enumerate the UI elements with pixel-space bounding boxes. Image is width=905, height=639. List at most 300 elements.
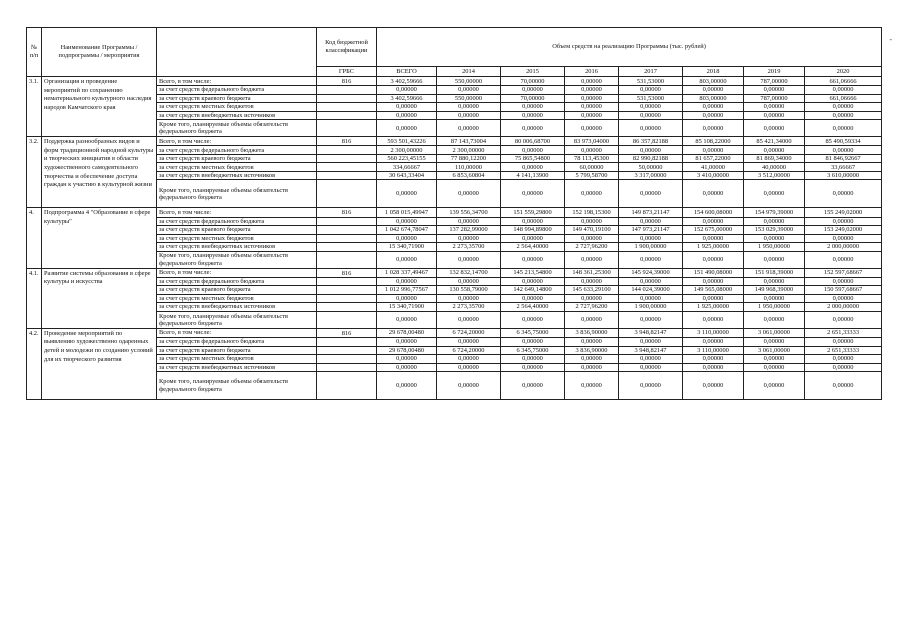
grbs-code bbox=[317, 346, 377, 355]
amount-year: 153 029,39000 bbox=[744, 226, 805, 235]
amount-year: 0,00000 bbox=[683, 111, 744, 120]
amount-total: 0,00000 bbox=[377, 103, 437, 112]
amount-year: 803,00000 bbox=[683, 94, 744, 103]
amount-year: 0,00000 bbox=[805, 146, 882, 155]
grbs-code bbox=[317, 103, 377, 112]
table-row bbox=[27, 328, 882, 337]
grbs-code: 816 bbox=[317, 268, 377, 277]
funding-source: за счет средств внебюджетных источников bbox=[157, 111, 317, 120]
amount-year: 1 900,00000 bbox=[619, 303, 683, 312]
funding-source: за счет средств внебюджетных источников bbox=[157, 303, 317, 312]
amount-year: 148 994,89800 bbox=[501, 226, 565, 235]
header-name: Наименование Программы / подпрограммы / мероприятия bbox=[42, 28, 157, 77]
amount-year: 145 213,54800 bbox=[501, 268, 565, 277]
amount-year: 81 657,22000 bbox=[683, 154, 744, 163]
amount-year: 0,00000 bbox=[744, 111, 805, 120]
grbs-code bbox=[317, 243, 377, 252]
amount-year: 154 979,39000 bbox=[744, 208, 805, 217]
amount-year: 0,00000 bbox=[683, 86, 744, 95]
amount-year: 0,00000 bbox=[805, 103, 882, 112]
amount-year: 0,00000 bbox=[805, 120, 882, 137]
amount-year: 0,00000 bbox=[683, 338, 744, 347]
grbs-code bbox=[317, 355, 377, 364]
amount-year: 6 724,20000 bbox=[437, 346, 501, 355]
amount-year: 0,00000 bbox=[619, 234, 683, 243]
grbs-code: 816 bbox=[317, 208, 377, 217]
amount-year: 3 948,82147 bbox=[619, 346, 683, 355]
funding-source: Всего, в том числе: bbox=[157, 77, 317, 86]
amount-year: 151 559,29800 bbox=[501, 208, 565, 217]
amount-year: 2 651,33333 bbox=[805, 328, 882, 337]
amount-year: 70,00000 bbox=[501, 77, 565, 86]
funding-source: за счет средств местных бюджетов bbox=[157, 294, 317, 303]
amount-year: 0,00000 bbox=[805, 277, 882, 286]
amount-year: 132 832,14700 bbox=[437, 268, 501, 277]
grbs-code bbox=[317, 171, 377, 180]
grbs-code bbox=[317, 217, 377, 226]
grbs-code: 816 bbox=[317, 328, 377, 337]
amount-year: 0,00000 bbox=[565, 146, 619, 155]
amount-year: 0,00000 bbox=[437, 355, 501, 364]
grbs-code bbox=[317, 120, 377, 137]
grbs-code bbox=[317, 251, 377, 268]
amount-year: 0,00000 bbox=[744, 120, 805, 137]
amount-year: 0,00000 bbox=[744, 277, 805, 286]
amount-year: 151 490,08000 bbox=[683, 268, 744, 277]
amount-year: 0,00000 bbox=[565, 338, 619, 347]
header-year: 2018 bbox=[683, 67, 744, 77]
amount-year: 0,00000 bbox=[805, 217, 882, 226]
amount-year: 110,00000 bbox=[437, 163, 501, 172]
amount-year: 86 357,82188 bbox=[619, 137, 683, 146]
funding-source: за счет средств местных бюджетов bbox=[157, 355, 317, 364]
amount-year: 0,00000 bbox=[437, 180, 501, 208]
funding-source: Всего, в том числе: bbox=[157, 328, 317, 337]
amount-year: 2 564,40000 bbox=[501, 303, 565, 312]
amount-year: 0,00000 bbox=[565, 86, 619, 95]
amount-year: 0,00000 bbox=[437, 294, 501, 303]
amount-year: 3 610,00000 bbox=[805, 171, 882, 180]
funding-source: за счет средств внебюджетных источников bbox=[157, 363, 317, 372]
amount-year: 2 727,96200 bbox=[565, 303, 619, 312]
amount-year: 0,00000 bbox=[683, 311, 744, 328]
grbs-code bbox=[317, 372, 377, 400]
amount-year: 0,00000 bbox=[501, 234, 565, 243]
amount-total: 1 042 674,78047 bbox=[377, 226, 437, 235]
table-row bbox=[27, 137, 882, 146]
amount-year: 661,06666 bbox=[805, 77, 882, 86]
amount-year: 6 345,75000 bbox=[501, 328, 565, 337]
amount-year: 0,00000 bbox=[501, 120, 565, 137]
amount-year: 0,00000 bbox=[683, 234, 744, 243]
budget-table bbox=[26, 27, 882, 400]
amount-year: 0,00000 bbox=[619, 338, 683, 347]
amount-year: 3 110,00000 bbox=[683, 346, 744, 355]
funding-source: за счет средств краевого бюджета bbox=[157, 94, 317, 103]
grbs-code bbox=[317, 180, 377, 208]
amount-year: 0,00000 bbox=[805, 355, 882, 364]
funding-source: за счет средств местных бюджетов bbox=[157, 234, 317, 243]
amount-year: 152 675,00000 bbox=[683, 226, 744, 235]
amount-total: 3 402,59666 bbox=[377, 77, 437, 86]
header-grbs: ГРБС bbox=[317, 67, 377, 77]
amount-year: 0,00000 bbox=[619, 277, 683, 286]
amount-year: 75 865,54800 bbox=[501, 154, 565, 163]
amount-year: 0,00000 bbox=[501, 355, 565, 364]
amount-year: 531,53000 bbox=[619, 77, 683, 86]
amount-year: 0,00000 bbox=[619, 180, 683, 208]
amount-year: 0,00000 bbox=[501, 294, 565, 303]
amount-year: 0,00000 bbox=[619, 146, 683, 155]
amount-year: 153 249,02000 bbox=[805, 226, 882, 235]
amount-year: 803,00000 bbox=[683, 77, 744, 86]
header-year: 2016 bbox=[565, 67, 619, 77]
amount-year: 0,00000 bbox=[683, 103, 744, 112]
amount-year: 3 948,82147 bbox=[619, 328, 683, 337]
funding-source: Всего, в том числе: bbox=[157, 208, 317, 217]
amount-total: 30 643,33404 bbox=[377, 171, 437, 180]
amount-year: 149 565,08000 bbox=[683, 286, 744, 295]
amount-year: 550,00000 bbox=[437, 77, 501, 86]
funding-source: за счет средств краевого бюджета bbox=[157, 286, 317, 295]
amount-year: 0,00000 bbox=[805, 372, 882, 400]
amount-year: 0,00000 bbox=[565, 372, 619, 400]
amount-total: 593 501,43226 bbox=[377, 137, 437, 146]
amount-year: 0,00000 bbox=[565, 77, 619, 86]
corner-mark: - bbox=[889, 35, 892, 44]
amount-total: 0,00000 bbox=[377, 120, 437, 137]
amount-year: 0,00000 bbox=[565, 111, 619, 120]
amount-year: 0,00000 bbox=[683, 277, 744, 286]
amount-year: 0,00000 bbox=[501, 338, 565, 347]
grbs-code bbox=[317, 338, 377, 347]
amount-year: 0,00000 bbox=[805, 180, 882, 208]
funding-source: за счет средств краевого бюджета bbox=[157, 226, 317, 235]
amount-year: 2 564,40000 bbox=[501, 243, 565, 252]
amount-year: 0,00000 bbox=[619, 363, 683, 372]
amount-year: 0,00000 bbox=[744, 363, 805, 372]
amount-year: 787,00000 bbox=[744, 77, 805, 86]
amount-year: 0,00000 bbox=[501, 103, 565, 112]
amount-year: 0,00000 bbox=[619, 111, 683, 120]
funding-source: за счет средств внебюджетных источников bbox=[157, 171, 317, 180]
amount-year: 1 950,00000 bbox=[744, 243, 805, 252]
section-name: Проведение мероприятий по выявлению художественно одаренных детей и молодежи по созданию условий для их творческого развития bbox=[42, 328, 157, 399]
amount-year: 0,00000 bbox=[565, 234, 619, 243]
amount-year: 0,00000 bbox=[805, 86, 882, 95]
amount-year: 142 649,14800 bbox=[501, 286, 565, 295]
funding-source: за счет средств краевого бюджета bbox=[157, 154, 317, 163]
amount-year: 0,00000 bbox=[805, 234, 882, 243]
funding-source: за счет средств внебюджетных источников bbox=[157, 243, 317, 252]
amount-year: 1 900,00000 bbox=[619, 243, 683, 252]
amount-year: 0,00000 bbox=[744, 146, 805, 155]
amount-total: 15 340,71900 bbox=[377, 243, 437, 252]
amount-year: 0,00000 bbox=[565, 103, 619, 112]
amount-year: 4 141,13900 bbox=[501, 171, 565, 180]
amount-year: 0,00000 bbox=[683, 363, 744, 372]
amount-year: 149 470,19100 bbox=[565, 226, 619, 235]
amount-year: 0,00000 bbox=[437, 234, 501, 243]
amount-total: 0,00000 bbox=[377, 363, 437, 372]
amount-year: 0,00000 bbox=[501, 277, 565, 286]
table-row bbox=[27, 77, 882, 86]
amount-year: 550,00000 bbox=[437, 94, 501, 103]
amount-year: 3 836,90000 bbox=[565, 328, 619, 337]
header-year: 2020 bbox=[805, 67, 882, 77]
amount-year: 148 361,25300 bbox=[565, 268, 619, 277]
amount-year: 2 651,33333 bbox=[805, 346, 882, 355]
amount-year: 5 799,58700 bbox=[565, 171, 619, 180]
header-year: 2015 bbox=[501, 67, 565, 77]
amount-year: 78 113,45300 bbox=[565, 154, 619, 163]
amount-year: 0,00000 bbox=[744, 180, 805, 208]
amount-year: 2 000,00000 bbox=[805, 243, 882, 252]
amount-year: 1 925,00000 bbox=[683, 303, 744, 312]
amount-year: 0,00000 bbox=[437, 372, 501, 400]
amount-year: 3 061,00000 bbox=[744, 346, 805, 355]
amount-year: 6 345,75000 bbox=[501, 346, 565, 355]
amount-year: 0,00000 bbox=[805, 311, 882, 328]
amount-total: 15 340,71900 bbox=[377, 303, 437, 312]
amount-year: 1 925,00000 bbox=[683, 243, 744, 252]
funding-source: Кроме того, планируемые объемы обязательств федерального бюджета bbox=[157, 180, 317, 208]
grbs-code bbox=[317, 303, 377, 312]
amount-year: 149 968,39000 bbox=[744, 286, 805, 295]
amount-total: 0,00000 bbox=[377, 277, 437, 286]
amount-year: 0,00000 bbox=[437, 120, 501, 137]
amount-year: 50,00000 bbox=[619, 163, 683, 172]
section-number: 3.2. bbox=[27, 137, 42, 208]
amount-total: 0,00000 bbox=[377, 251, 437, 268]
amount-year: 0,00000 bbox=[619, 103, 683, 112]
funding-source: Кроме того, планируемые объемы обязательств федерального бюджета bbox=[157, 311, 317, 328]
amount-year: 0,00000 bbox=[619, 355, 683, 364]
grbs-code bbox=[317, 94, 377, 103]
amount-year: 85 108,22000 bbox=[683, 137, 744, 146]
grbs-code bbox=[317, 294, 377, 303]
amount-total: 0,00000 bbox=[377, 338, 437, 347]
amount-year: 0,00000 bbox=[565, 277, 619, 286]
amount-year: 0,00000 bbox=[619, 311, 683, 328]
amount-year: 3 110,00000 bbox=[683, 328, 744, 337]
grbs-code: 816 bbox=[317, 77, 377, 86]
section-name: Организация и проведение мероприятий по сохранению нематериального культурного наследия народов Камчатского края bbox=[42, 77, 157, 137]
amount-year: 0,00000 bbox=[501, 180, 565, 208]
header-year: 2017 bbox=[619, 67, 683, 77]
funding-source: за счет средств федерального бюджета bbox=[157, 277, 317, 286]
amount-year: 0,00000 bbox=[619, 86, 683, 95]
grbs-code bbox=[317, 146, 377, 155]
amount-year: 0,00000 bbox=[683, 372, 744, 400]
amount-year: 155 249,02000 bbox=[805, 208, 882, 217]
funding-source: за счет средств местных бюджетов bbox=[157, 103, 317, 112]
amount-total: 1 028 337,49467 bbox=[377, 268, 437, 277]
amount-year: 0,00000 bbox=[619, 217, 683, 226]
budget-document bbox=[26, 27, 881, 400]
amount-total: 29 678,00480 bbox=[377, 346, 437, 355]
amount-year: 0,00000 bbox=[744, 251, 805, 268]
amount-total: 0,00000 bbox=[377, 86, 437, 95]
amount-year: 0,00000 bbox=[565, 311, 619, 328]
amount-year: 661,06666 bbox=[805, 94, 882, 103]
amount-year: 0,00000 bbox=[501, 111, 565, 120]
amount-year: 0,00000 bbox=[437, 338, 501, 347]
amount-year: 130 558,79000 bbox=[437, 286, 501, 295]
amount-year: 2 727,96200 bbox=[565, 243, 619, 252]
amount-year: 0,00000 bbox=[501, 251, 565, 268]
amount-year: 0,00000 bbox=[683, 217, 744, 226]
amount-total: 560 223,45155 bbox=[377, 154, 437, 163]
amount-year: 2 300,00000 bbox=[437, 146, 501, 155]
funding-source: Кроме того, планируемые объемы обязательств федерального бюджета bbox=[157, 120, 317, 137]
amount-year: 0,00000 bbox=[565, 217, 619, 226]
amount-year: 150 597,68667 bbox=[805, 286, 882, 295]
funding-source: за счет средств федерального бюджета bbox=[157, 86, 317, 95]
amount-year: 83 973,04000 bbox=[565, 137, 619, 146]
amount-year: 152 597,68667 bbox=[805, 268, 882, 277]
amount-total: 0,00000 bbox=[377, 355, 437, 364]
amount-year: 139 556,34700 bbox=[437, 208, 501, 217]
amount-year: 2 000,00000 bbox=[805, 303, 882, 312]
amount-year: 145 924,39000 bbox=[619, 268, 683, 277]
header-total: ВСЕГО bbox=[377, 67, 437, 77]
amount-year: 145 633,29100 bbox=[565, 286, 619, 295]
amount-year: 6 853,60804 bbox=[437, 171, 501, 180]
grbs-code bbox=[317, 163, 377, 172]
amount-year: 0,00000 bbox=[565, 120, 619, 137]
amount-year: 33,66667 bbox=[805, 163, 882, 172]
amount-year: 0,00000 bbox=[744, 217, 805, 226]
amount-year: 154 600,08000 bbox=[683, 208, 744, 217]
amount-year: 0,00000 bbox=[565, 94, 619, 103]
grbs-code bbox=[317, 86, 377, 95]
amount-year: 0,00000 bbox=[565, 180, 619, 208]
amount-year: 0,00000 bbox=[683, 180, 744, 208]
amount-year: 3 061,00000 bbox=[744, 328, 805, 337]
amount-year: 0,00000 bbox=[565, 363, 619, 372]
amount-total: 1 058 015,49947 bbox=[377, 208, 437, 217]
amount-year: 0,00000 bbox=[437, 103, 501, 112]
amount-total: 0,00000 bbox=[377, 311, 437, 328]
grbs-code: 816 bbox=[317, 137, 377, 146]
amount-total: 0,00000 bbox=[377, 294, 437, 303]
amount-year: 0,00000 bbox=[744, 234, 805, 243]
amount-year: 0,00000 bbox=[683, 146, 744, 155]
amount-year: 3 317,00000 bbox=[619, 171, 683, 180]
section-name: Поддержка разнообразных видов и форм традиционной народной культуры и творческих инициатив в области художественного самодеятельного творчества и обеспечение доступа граждан к участию в культурной жизни bbox=[42, 137, 157, 208]
funding-source: Всего, в том числе: bbox=[157, 268, 317, 277]
table-row bbox=[27, 268, 882, 277]
amount-year: 3 512,00000 bbox=[744, 171, 805, 180]
amount-year: 85 421,34000 bbox=[744, 137, 805, 146]
funding-source: за счет средств федерального бюджета bbox=[157, 338, 317, 347]
amount-total: 1 012 996,77567 bbox=[377, 286, 437, 295]
amount-year: 0,00000 bbox=[744, 294, 805, 303]
grbs-code bbox=[317, 111, 377, 120]
amount-year: 0,00000 bbox=[744, 86, 805, 95]
amount-year: 87 143,73004 bbox=[437, 137, 501, 146]
amount-total: 0,00000 bbox=[377, 372, 437, 400]
funding-source: за счет средств федерального бюджета bbox=[157, 146, 317, 155]
section-name: Развитие системы образования в сфере культуры и искусства bbox=[42, 268, 157, 328]
amount-year: 149 873,21147 bbox=[619, 208, 683, 217]
amount-year: 0,00000 bbox=[744, 355, 805, 364]
funding-source: за счет средств местных бюджетов bbox=[157, 163, 317, 172]
amount-year: 81 846,92667 bbox=[805, 154, 882, 163]
amount-total: 0,00000 bbox=[377, 234, 437, 243]
amount-year: 0,00000 bbox=[501, 311, 565, 328]
grbs-code bbox=[317, 277, 377, 286]
amount-year: 60,00000 bbox=[565, 163, 619, 172]
section-number: 4.1. bbox=[27, 268, 42, 328]
grbs-code bbox=[317, 286, 377, 295]
amount-year: 0,00000 bbox=[744, 372, 805, 400]
header-volume: Объем средств на реализацию Программы (тыс. рублей) bbox=[377, 28, 882, 67]
amount-year: 0,00000 bbox=[683, 251, 744, 268]
amount-total: 29 678,00480 bbox=[377, 328, 437, 337]
amount-year: 0,00000 bbox=[805, 363, 882, 372]
amount-year: 0,00000 bbox=[683, 355, 744, 364]
amount-year: 0,00000 bbox=[437, 277, 501, 286]
header-no: № п/п bbox=[27, 28, 42, 77]
amount-year: 3 836,90000 bbox=[565, 346, 619, 355]
amount-year: 0,00000 bbox=[805, 251, 882, 268]
amount-total: 0,00000 bbox=[377, 217, 437, 226]
funding-source: за счет средств краевого бюджета bbox=[157, 346, 317, 355]
table-body bbox=[27, 77, 882, 400]
amount-year: 85 490,59334 bbox=[805, 137, 882, 146]
funding-source: Всего, в том числе: bbox=[157, 137, 317, 146]
amount-year: 0,00000 bbox=[744, 103, 805, 112]
amount-year: 0,00000 bbox=[501, 146, 565, 155]
amount-year: 2 273,35700 bbox=[437, 303, 501, 312]
amount-year: 82 990,82188 bbox=[619, 154, 683, 163]
amount-year: 137 282,99000 bbox=[437, 226, 501, 235]
amount-year: 0,00000 bbox=[805, 111, 882, 120]
amount-year: 152 198,15300 bbox=[565, 208, 619, 217]
amount-year: 0,00000 bbox=[619, 120, 683, 137]
funding-source: Кроме того, планируемые объемы обязательств федерального бюджета bbox=[157, 372, 317, 400]
amount-year: 70,00000 bbox=[501, 94, 565, 103]
amount-year: 0,00000 bbox=[805, 294, 882, 303]
amount-year: 0,00000 bbox=[437, 363, 501, 372]
amount-year: 3 410,00000 bbox=[683, 171, 744, 180]
amount-year: 0,00000 bbox=[437, 111, 501, 120]
amount-year: 80 006,68700 bbox=[501, 137, 565, 146]
amount-total: 0,00000 bbox=[377, 180, 437, 208]
amount-total: 3 402,59666 bbox=[377, 94, 437, 103]
header-year: 2014 bbox=[437, 67, 501, 77]
amount-year: 81 869,34000 bbox=[744, 154, 805, 163]
amount-year: 0,00000 bbox=[501, 86, 565, 95]
grbs-code bbox=[317, 154, 377, 163]
amount-year: 0,00000 bbox=[565, 294, 619, 303]
amount-year: 0,00000 bbox=[437, 217, 501, 226]
amount-year: 77 880,12200 bbox=[437, 154, 501, 163]
grbs-code bbox=[317, 234, 377, 243]
amount-year: 531,53000 bbox=[619, 94, 683, 103]
amount-year: 0,00000 bbox=[619, 294, 683, 303]
amount-year: 0,00000 bbox=[501, 163, 565, 172]
amount-year: 0,00000 bbox=[501, 217, 565, 226]
amount-year: 0,00000 bbox=[437, 86, 501, 95]
amount-year: 40,00000 bbox=[744, 163, 805, 172]
amount-year: 147 973,21147 bbox=[619, 226, 683, 235]
amount-total: 2 300,00000 bbox=[377, 146, 437, 155]
amount-year: 0,00000 bbox=[437, 251, 501, 268]
amount-year: 0,00000 bbox=[619, 251, 683, 268]
